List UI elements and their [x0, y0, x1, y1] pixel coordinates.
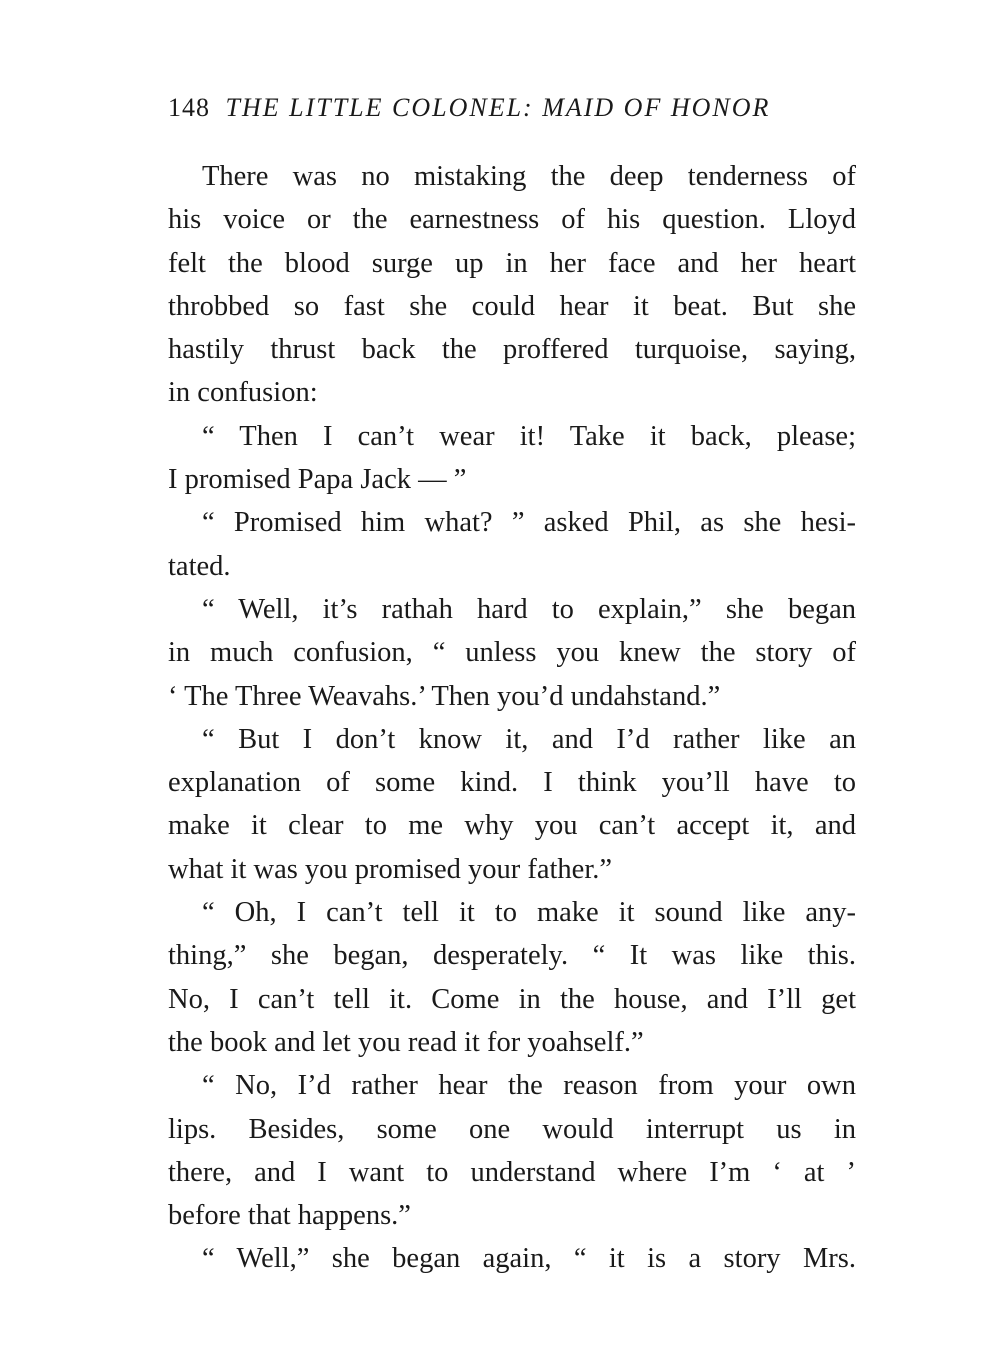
text-line: “ But I don’t know it, and I’d rather like an [202, 723, 856, 755]
text-line: in confusion: [168, 377, 318, 409]
text-line: before that happens.” [168, 1200, 411, 1232]
text-line: “ Well, it’s rathah hard to explain,” she began [202, 593, 856, 625]
text-line: felt the blood surge up in her face and her heart [168, 247, 856, 279]
text-line: hastily thrust back the proffered turquoise, saying, [168, 334, 856, 366]
text-line: “ Promised him what? ” asked Phil, as she hesi- [202, 507, 856, 539]
text-line: throbbed so fast she could hear it beat. But she [168, 290, 856, 322]
text-line: the book and let you read it for yoahself.” [168, 1026, 644, 1058]
page-header [168, 92, 858, 124]
text-line: there, and I want to understand where I’m ‘ at ’ [168, 1156, 856, 1188]
text-line: There was no mistaking the deep tenderness of [202, 161, 856, 192]
text-line: No, I can’t tell it. Come in the house, and I’ll get [168, 983, 856, 1015]
text-line: make it clear to me why you can’t accept it, and [168, 810, 856, 842]
body-text [168, 155, 856, 1281]
text-line: ‘ The Three Weavahs.’ Then you’d undahstand.” [168, 680, 721, 712]
text-line: “ Well,” she began again, “ it is a story Mrs. [202, 1243, 856, 1275]
text-line: lips. Besides, some one would interrupt us in [168, 1113, 856, 1145]
text-line: “ Then I can’t wear it! Take it back, please; [202, 420, 856, 452]
running-title: THE LITTLE COLONEL: MAID OF HONOR [225, 93, 771, 122]
text-line: thing,” she began, desperately. “ It was like this. [168, 940, 856, 972]
text-line: in much confusion, “ unless you knew the story of [168, 637, 856, 669]
text-line: tated. [168, 550, 231, 582]
text-line: explanation of some kind. I think you’ll have to [168, 767, 856, 799]
text-line: “ Oh, I can’t tell it to make it sound like any- [202, 897, 856, 929]
text-line: “ No, I’d rather hear the reason from your own [202, 1070, 856, 1102]
text-line: I promised Papa Jack — ” [168, 464, 467, 496]
text-line: what it was you promised your father.” [168, 853, 613, 885]
page-number: 148 [168, 93, 210, 122]
text-line: his voice or the earnestness of his question. Lloyd [168, 204, 856, 236]
